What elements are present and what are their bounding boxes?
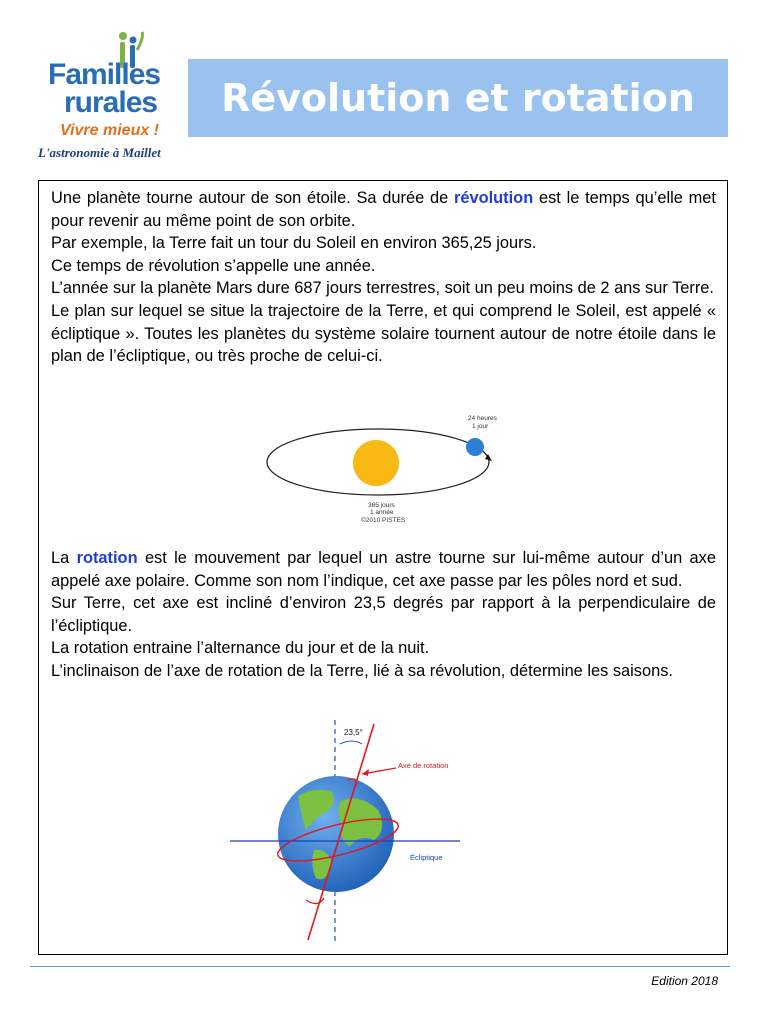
rotation-section (51, 547, 716, 683)
text-span: La (51, 549, 77, 567)
day-label-1: 24 heures (468, 415, 497, 422)
orbit-copyright: ©2010 PISTES (361, 517, 406, 524)
sun-icon (353, 440, 399, 486)
day-label-2: 1 jour (472, 423, 489, 430)
angle-arc (340, 741, 362, 744)
text-span: Une planète tourne autour de son étoile. Sa durée de (51, 189, 454, 207)
text-span: est le mouvement par lequel un astre tourne sur lui-même autour d’un axe appelé axe polaire. Comme son nom l’indique, cet axe passe par les pôles nord et sud. (51, 549, 716, 590)
logo-subtitle: L'astronomie à Maillet (38, 145, 161, 160)
paragraph-seasons: L’inclinaison de l’axe de rotation de la Terre, lié à sa révolution, détermine les saisons. (51, 661, 673, 680)
paragraph-year: Ce temps de révolution s’appelle une année. (51, 256, 376, 275)
angle-label: 23,5° (344, 728, 363, 737)
earth-icon (466, 438, 484, 456)
year-label-1: 365 jours (368, 502, 395, 509)
page-title: Révolution et rotation (188, 59, 728, 137)
ecliptic-label: Écliptique (410, 853, 443, 862)
paragraph-ecliptic: Le plan sur lequel se situe la trajectoire de la Terre, et qui comprend le Soleil, est appelé « écliptique ». Toutes les planètes du système solaire tournent autour de notre étoile dans le plan de l’écliptique, ou très proche de celui-ci. (51, 301, 716, 366)
logo-word-rurales: rurales (64, 86, 158, 119)
keyword-revolution: révolution (453, 189, 534, 207)
paragraph-day-night: La rotation entraine l’alternance du jour et de la nuit. (51, 639, 430, 658)
paragraph-mars: L’année sur la planète Mars dure 687 jours terrestres, soit un peu moins de 2 ans sur Terre. (51, 279, 714, 298)
families-rurales-logo (38, 30, 194, 165)
footer-edition: Edition 2018 (651, 974, 718, 988)
paragraph-revolution-intro (51, 187, 716, 232)
paragraph-earth-orbit: Par exemple, la Terre fait un tour du Soleil en environ 365,25 jours. (51, 234, 537, 253)
footer-divider (30, 966, 730, 967)
axis-label: Axe de rotation (398, 761, 449, 770)
paragraph-tilt: Sur Terre, cet axe est incliné d’environ 23,5 degrés par rapport à la perpendiculaire de l’écliptique. (51, 594, 716, 635)
text-span: est le temps qu’elle met pour revenir au même point de son orbite. (51, 189, 716, 230)
keyword-rotation: rotation (76, 549, 138, 567)
year-label-2: 1 année (370, 509, 394, 516)
rotation-axis-diagram (228, 718, 468, 946)
paragraph-rotation-intro (51, 547, 716, 592)
revolution-section (51, 187, 716, 368)
orbit-diagram (258, 408, 508, 526)
logo-word-familles: Familles (48, 58, 161, 91)
logo-tagline: Vivre mieux ! (60, 122, 160, 139)
